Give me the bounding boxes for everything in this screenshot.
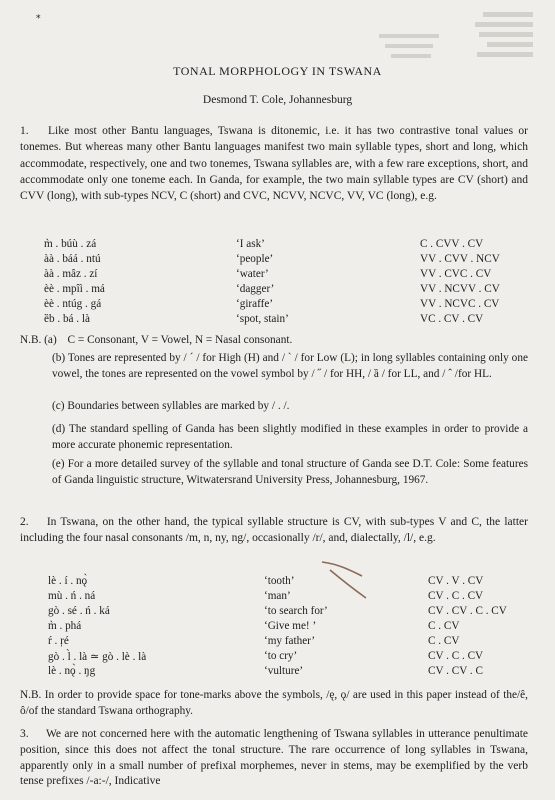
- example-form: lè . nǫ̀ . ŋg: [48, 665, 96, 677]
- nb-note-d: (d) The standard spelling of Ganda has been slightly modified in these examples in order to provide a more accurate phonemic representation.: [52, 423, 528, 451]
- paragraph-number: 1.: [20, 125, 29, 137]
- paragraph-number: 3.: [20, 728, 29, 740]
- example-gloss: ‘water’: [236, 268, 269, 280]
- example-gloss: ‘to cry’: [264, 650, 298, 662]
- example-pattern: C . CVV . CV: [420, 238, 484, 250]
- nb-note-e: (e) For a more detailed survey of the syllable and tonal structure of Ganda see D.T. Cole: Some features of Ganda linguistic structure, Witwatersrand University Press, Johannesburg, 1967.: [52, 458, 528, 486]
- example-row: [20, 268, 530, 282]
- example-row: [20, 313, 530, 327]
- paragraph-1: [20, 123, 528, 204]
- example-form: àà . báá . ntú: [44, 253, 101, 265]
- example-form: mù . ń . ná: [48, 590, 96, 602]
- example-gloss: ‘dagger’: [236, 283, 275, 295]
- example-row: [20, 253, 530, 267]
- example-row: [20, 238, 530, 252]
- paragraph-text: We are not concerned here with the automatic lengthening of Tswana syllables in utterance penultimate position, since this does not affect the tonal structure. The rare occurrence of long syllables in Tswana, apparently only in a small number of prefixal morphemes, never in stems, may be exemplified by the verb tense prefixes /-a:-/, Indicative: [20, 728, 529, 788]
- corner-mark: ⁎: [36, 10, 41, 20]
- paragraph-text: In Tswana, on the other hand, the typical syllable structure is CV, with sub-types V and C, the latter including the four nasal consonants /m, n, ny, ng/, occasionally /r/, and, dialectally, /l/, e.g.: [20, 516, 528, 545]
- nb-note-a: [20, 334, 528, 346]
- nb-note-b: (b) Tones are represented by / ´ / for High (H) and / ` / for Low (L); in long syllables containing only one vowel, the tones are represented on the vowel symbol by / ˝ / for HH, / ȁ / for LL, and / ˆ /for HL.: [52, 352, 528, 380]
- example-form: gò . sé . ń . ká: [48, 605, 110, 617]
- example-gloss: ‘to search for’: [264, 605, 328, 617]
- example-gloss: ‘vulture’: [264, 665, 304, 677]
- nb-note-orthography: N.B. In order to provide space for tone-marks above the symbols, /ę, ǫ/ are used in this paper instead of the/ê, ô/of the standard Tswana orthography.: [20, 689, 528, 717]
- example-form: ŕ . ŗé: [48, 635, 69, 647]
- example-form: gò . l̀ . là ≃ gò . lè . là: [48, 651, 147, 663]
- example-gloss: ‘Give me! ’: [264, 620, 317, 632]
- example-row: [20, 298, 530, 312]
- paragraph-number: 2.: [20, 516, 29, 528]
- example-pattern: CV . V . CV: [428, 575, 484, 587]
- page-title: TONAL MORPHOLOGY IN TSWANA: [173, 64, 382, 78]
- example-gloss: ‘people’: [236, 253, 274, 265]
- example-row: [20, 620, 530, 634]
- paragraph-3: [20, 727, 528, 790]
- example-gloss: ‘spot, stain’: [236, 313, 289, 325]
- author-line: Desmond T. Cole, Johannesburg: [202, 94, 353, 106]
- example-pattern: VV . NCVC . CV: [420, 298, 500, 310]
- nb-label: N.B. (a): [20, 334, 57, 346]
- example-gloss: ‘giraffe’: [236, 298, 274, 310]
- example-form: m̀ . phá: [48, 620, 82, 632]
- example-pattern: VV . CVC . CV: [420, 268, 492, 280]
- example-form: èè . ntúg . gá: [44, 298, 102, 310]
- example-pattern: CV . C . CV: [428, 590, 484, 602]
- example-row: [20, 635, 530, 649]
- paragraph-text: Like most other Bantu languages, Tswana is ditonemic, i.e. it has two contrastive tonal values or tonemes. But whereas many other Bantu languages manifest two main syllable types, short and long, which accommodate, respectively, one and two tonemes, Tswana syllables are, with a few rare exceptions, short, and accommodate only one toneme each. In Ganda, for example, the two main syllable types are CV (short) and CVV (long), with sub-types NCV, C (short) and CVC, NCVV, NCVC, VV, VC (long), e.g.: [20, 125, 529, 203]
- example-row: [20, 650, 530, 664]
- example-gloss: ‘tooth’: [264, 575, 295, 587]
- example-gloss: ‘I ask’: [236, 238, 265, 250]
- example-form: ȅb . bá . là: [44, 313, 90, 325]
- example-form: m̀ . búù . zá: [44, 238, 97, 250]
- example-form: lè . í . nǫ̀: [48, 575, 88, 587]
- example-pattern: VV . CVV . NCV: [420, 253, 500, 265]
- example-pattern: CV . C . CV: [428, 650, 484, 662]
- example-pattern: VV . NCVV . CV: [420, 283, 500, 295]
- example-gloss: ‘my father’: [264, 635, 316, 647]
- example-pattern: VC . CV . CV: [420, 313, 484, 325]
- example-form: àà . mâz . zí: [44, 268, 98, 280]
- example-pattern: CV . CV . C . CV: [428, 605, 507, 617]
- example-row: [20, 575, 530, 589]
- example-pattern: CV . CV . C: [428, 665, 483, 677]
- example-pattern: C . CV: [428, 620, 460, 632]
- example-pattern: C . CV: [428, 635, 460, 647]
- example-row: [20, 665, 530, 679]
- example-gloss: ‘man’: [264, 590, 291, 602]
- example-row: [20, 605, 530, 619]
- nb-note-c: (c) Boundaries between syllables are marked by / . /.: [52, 400, 290, 412]
- example-row: [20, 590, 530, 604]
- nb-text: C = Consonant, V = Vowel, N = Nasal consonant.: [67, 334, 293, 346]
- example-row: [20, 283, 530, 297]
- example-form: èè . mpîì . má: [44, 283, 105, 295]
- paragraph-2: [20, 514, 528, 547]
